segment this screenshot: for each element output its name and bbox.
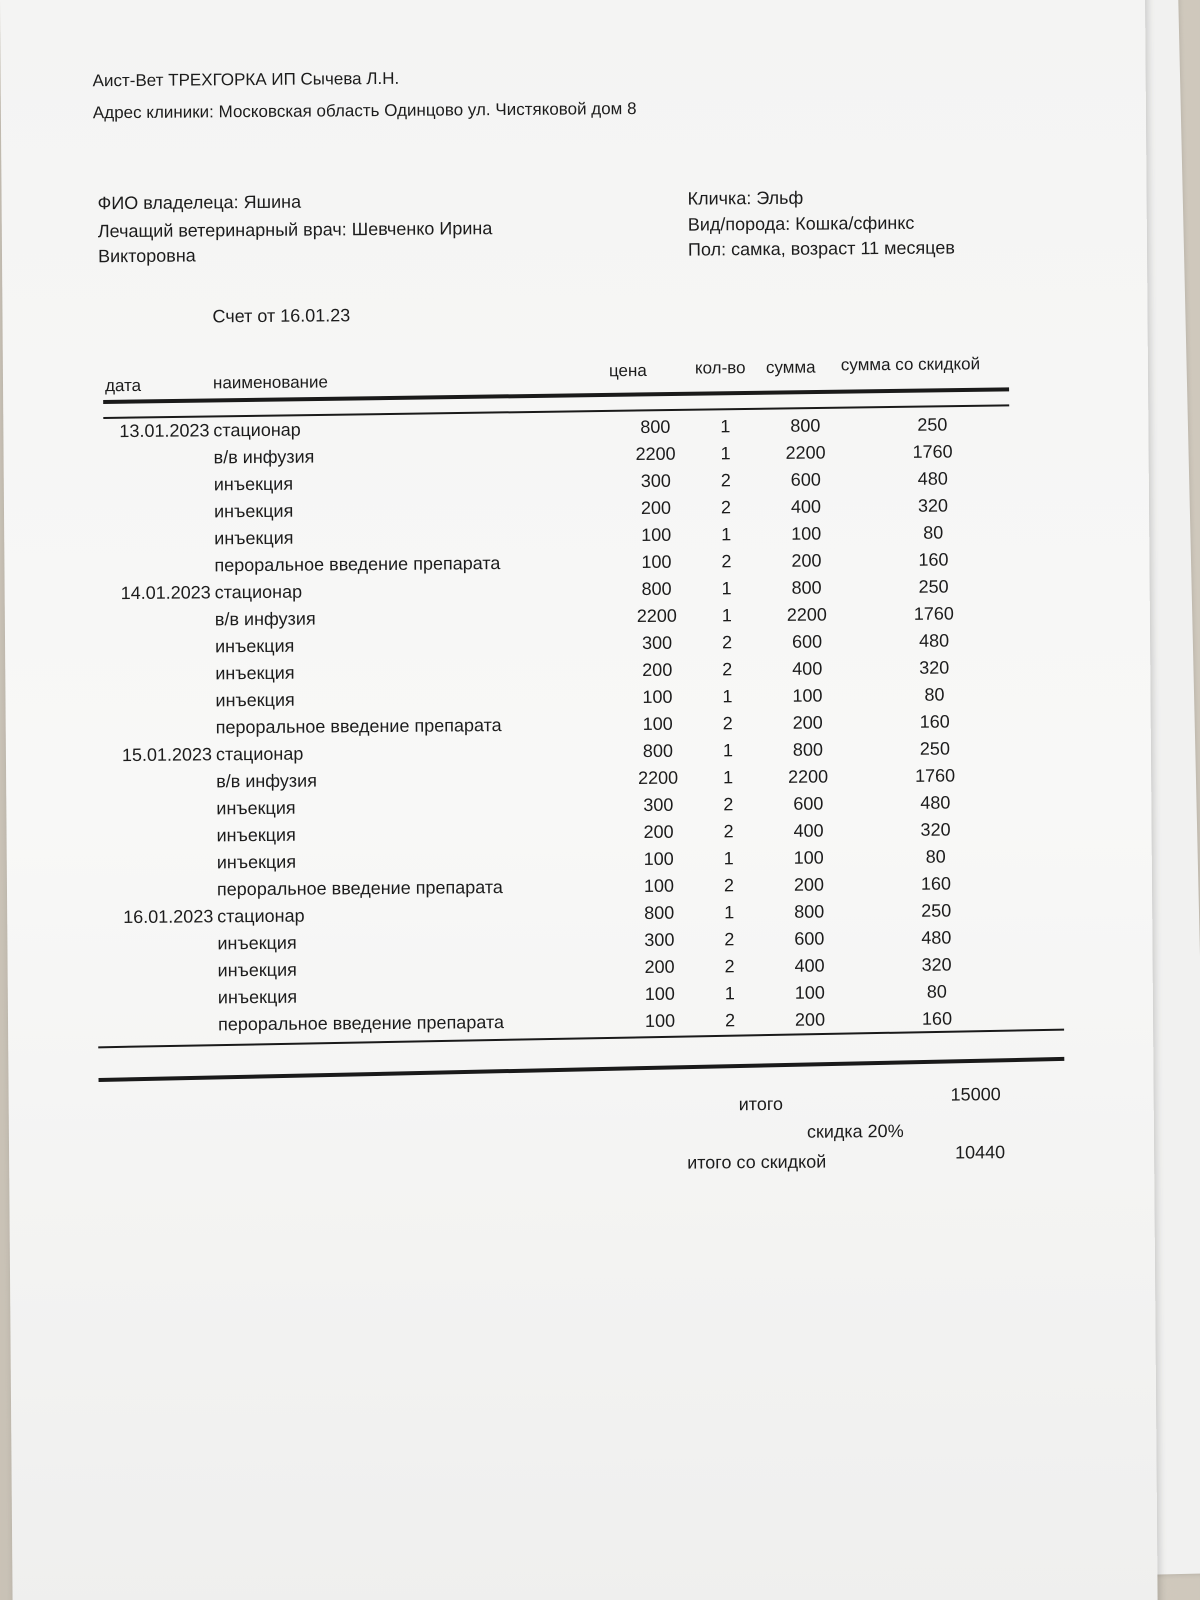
row-qty: 1	[721, 578, 732, 599]
row-discount-sum: 320	[917, 495, 949, 516]
row-sum: 400	[790, 496, 822, 517]
row-sum: 800	[791, 577, 822, 598]
row-date: 13.01.2023	[119, 420, 210, 442]
row-price: 2200	[636, 605, 677, 627]
row-discount-sum: 250	[917, 414, 948, 435]
pet-breed: Вид/порода: Кошка/сфинкс	[687, 212, 915, 235]
row-qty: 2	[724, 956, 735, 977]
row-price: 100	[641, 524, 672, 545]
row-discount-sum: 320	[919, 657, 950, 678]
row-qty: 2	[720, 497, 732, 518]
row-qty: 2	[724, 929, 735, 950]
row-sum: 800	[790, 415, 821, 436]
header-discount-sum: сумма со скидкой	[840, 354, 981, 375]
row-qty: 2	[723, 794, 734, 815]
row-price: 300	[643, 794, 674, 815]
row-discount-sum: 480	[918, 630, 950, 651]
row-sum: 100	[793, 847, 824, 868]
totals-rule	[98, 1057, 1064, 1082]
row-price: 800	[644, 902, 675, 923]
row-qty: 1	[721, 524, 732, 545]
row-discount-sum: 320	[921, 954, 952, 975]
row-name: в/в инфузия	[214, 608, 316, 630]
row-name: пероральное введение препарата	[217, 1012, 505, 1035]
row-sum: 2200	[788, 766, 829, 787]
row-sum: 200	[794, 1009, 826, 1030]
row-qty: 2	[721, 632, 733, 653]
row-sum: 100	[794, 982, 825, 1003]
row-price: 100	[643, 848, 674, 869]
row-sum: 400	[794, 955, 825, 976]
row-price: 2200	[638, 767, 679, 789]
row-discount-sum: 80	[923, 522, 944, 543]
row-price: 200	[642, 659, 673, 680]
row-price: 100	[644, 983, 675, 1004]
row-price: 800	[640, 416, 671, 437]
row-qty: 1	[722, 686, 733, 707]
doctor-name: Лечащий ветеринарный врач: Шевченко Ирина Викторовна	[97, 218, 493, 267]
row-qty: 2	[722, 659, 733, 680]
total-value: 15000	[950, 1084, 1001, 1105]
row-price: 100	[642, 713, 673, 734]
row-name: в/в инфузия	[216, 770, 318, 792]
row-name: инъекция	[217, 932, 297, 954]
row-sum: 2200	[786, 604, 827, 625]
pet-name: Кличка: Эльф	[687, 187, 804, 209]
row-qty: 2	[721, 551, 732, 572]
header-sum: сумма	[765, 357, 816, 377]
row-discount-sum: 250	[918, 576, 949, 597]
row-discount-sum: 160	[918, 549, 949, 570]
row-sum: 200	[791, 550, 822, 571]
row-qty: 1	[724, 902, 735, 923]
row-price: 300	[644, 929, 675, 950]
row-sum: 600	[790, 469, 821, 490]
row-qty: 1	[720, 416, 731, 437]
row-price: 800	[641, 578, 672, 599]
row-name: стационар	[213, 419, 301, 441]
final-total-value: 10440	[955, 1142, 1006, 1163]
total-label: итого	[738, 1093, 784, 1115]
row-sum: 100	[791, 523, 822, 544]
row-name: инъекция	[215, 689, 295, 711]
row-name: в/в инфузия	[213, 446, 315, 468]
row-qty: 1	[724, 983, 735, 1004]
row-date: 15.01.2023	[121, 744, 213, 766]
row-discount-sum: 480	[921, 927, 952, 948]
row-sum: 100	[792, 685, 823, 706]
row-name: пероральное введение препарата	[214, 553, 501, 576]
row-name: инъекция	[217, 986, 298, 1008]
row-date: 14.01.2023	[120, 582, 211, 604]
header-name: наименование	[212, 372, 329, 393]
row-sum: 200	[793, 874, 825, 895]
row-price: 800	[642, 740, 674, 761]
row-name: пероральное введение препарата	[215, 715, 502, 738]
row-price: 2200	[635, 443, 676, 465]
row-sum: 200	[792, 712, 823, 733]
row-name: инъекция	[216, 851, 297, 873]
row-sum: 600	[791, 631, 823, 652]
row-name: инъекция	[217, 959, 297, 981]
row-discount-sum: 80	[924, 684, 945, 705]
row-sum: 800	[794, 901, 825, 922]
row-qty: 2	[722, 713, 733, 734]
final-total-label: итого со скидкой	[687, 1151, 827, 1173]
row-name: инъекция	[215, 635, 295, 657]
invoice-document	[93, 64, 1082, 1232]
row-discount-sum: 320	[920, 819, 951, 840]
pet-sex-age: Пол: самка, возраст 11 месяцев	[687, 237, 955, 260]
row-qty: 1	[723, 848, 734, 869]
row-discount-sum: 160	[920, 873, 952, 894]
row-discount-sum: 250	[921, 900, 952, 921]
row-sum: 400	[793, 820, 824, 841]
row-discount-sum: 80	[926, 981, 947, 1002]
row-name: инъекция	[216, 797, 296, 819]
header-qty: кол-во	[694, 358, 746, 378]
row-qty: 1	[722, 740, 733, 761]
row-sum: 2200	[785, 442, 826, 463]
row-qty: 1	[721, 605, 732, 626]
row-sum: 600	[794, 928, 825, 949]
row-discount-sum: 1760	[915, 765, 956, 786]
row-price: 200	[643, 821, 674, 842]
owner-name: ФИО владелеца: Яшина	[97, 191, 302, 214]
row-date: 16.01.2023	[123, 906, 214, 928]
clinic-address: Адрес клиники: Московская область Одинцово ул. Чистяковой дом 8	[92, 99, 637, 123]
row-qty: 1	[723, 767, 734, 788]
invoice-table-body	[95, 414, 1080, 1043]
row-name: инъекция	[216, 824, 296, 846]
row-sum: 800	[792, 739, 824, 760]
row-name: стационар	[215, 743, 304, 765]
row-name: стационар	[217, 905, 305, 927]
header-date: дата	[104, 375, 142, 396]
row-price: 200	[644, 956, 675, 977]
row-price: 300	[641, 632, 673, 653]
row-price: 300	[640, 470, 671, 491]
row-name: инъекция	[213, 500, 294, 522]
row-discount-sum: 160	[921, 1008, 953, 1029]
row-name: стационар	[214, 581, 303, 603]
row-sum: 600	[793, 793, 824, 814]
row-discount-sum: 1760	[912, 441, 953, 462]
header-price: цена	[608, 360, 647, 381]
row-price: 100	[643, 875, 675, 896]
row-price: 100	[644, 1010, 676, 1031]
row-qty: 1	[720, 443, 731, 464]
row-qty: 2	[723, 875, 735, 896]
clinic-name: Аист-Вет ТРЕХГОРКА ИП Сычева Л.Н.	[92, 68, 400, 91]
row-price: 200	[640, 497, 672, 518]
row-discount-sum: 160	[919, 711, 950, 732]
row-discount-sum: 250	[919, 738, 951, 759]
row-price: 100	[642, 686, 673, 707]
row-price: 100	[641, 551, 672, 572]
row-name: инъекция	[214, 527, 294, 549]
row-name: пероральное введение препарата	[216, 877, 503, 900]
row-qty: 2	[720, 470, 731, 491]
row-discount-sum: 480	[920, 792, 951, 813]
row-discount-sum: 1760	[913, 603, 954, 624]
row-name: инъекция	[215, 662, 295, 684]
row-qty: 2	[723, 821, 734, 842]
discount-label: скидка 20%	[806, 1120, 904, 1142]
row-name: инъекция	[213, 473, 294, 495]
row-sum: 400	[792, 658, 823, 679]
row-discount-sum: 480	[917, 468, 948, 489]
row-discount-sum: 80	[925, 846, 946, 867]
invoice-date: Счет от 16.01.23	[212, 305, 351, 327]
row-qty: 2	[724, 1010, 736, 1031]
